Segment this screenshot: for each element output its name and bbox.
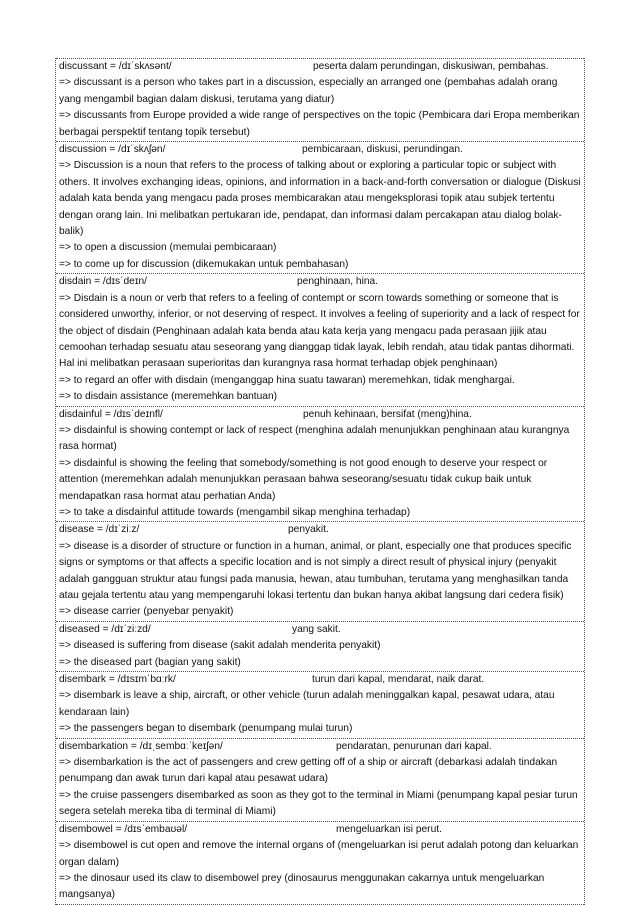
definition-line: => disembark is leave a ship, aircraft, or other vehicle (turun adalah meninggalkan kapal, pesawat udara, atau kendaraan lain) (59, 690, 555, 718)
translation: pembicaraan, diskusi, perundingan. (302, 144, 463, 156)
translation: pendaratan, penurunan dari kapal. (336, 740, 492, 752)
translation: penghinaan, hina. (297, 276, 379, 288)
example-line: => the cruise passengers disembarked as soon as they got to the terminal in Miami (penumpang kapal pesiar turun segera setelah mereka tiba di terminal di Miami) (59, 789, 578, 818)
entry-head: diseased = /dɪˈziːzd/ yang sakit. (59, 622, 582, 638)
entry-head: disembarkation = /dɪˌsembɑːˈkeɪʃən/ pendaratan, penurunan dari kapal. (59, 739, 582, 755)
entry-head: disembark = /dɪsɪmˈbɑːrk/ turun dari kapal, mendarat, naik darat. (59, 672, 582, 688)
example-line: => disease carrier (penyebar penyakit) (59, 606, 234, 618)
entry-head: disdain = /dɪsˈdeɪn/ penghinaan, hina. (59, 274, 582, 290)
entry-disdain (56, 273, 584, 405)
definition-line: => Disdain is a noun or verb that refers to a feeling of contempt or scorn towards something or someone that is considered unworthy, inferior, or not deserving of respect. It involves a feeling of superiority and a lack of respect for the object of disdain (Penghinaan adalah kata benda atau kata kerja yang mengacu pada perasaan jijik atau cemoohan terhadap sesuatu atau seseorang yang dianggap tidak layak, lebih rendah, atau tidak pantas dihormati. Hal ini melibatkan perasaan superioritas dan kurangnya rasa hormat terhadap objek penghinaan) (59, 292, 580, 370)
entry-disembarkation (56, 738, 584, 821)
definition-line: => disdainful is showing contempt or lack of respect (menghina adalah menunjukkan penghinaan atau kurangnya rasa hormat) (59, 424, 570, 453)
example-line: => to take a disdainful attitude towards (mengambil sikap menghina terhadap) (59, 506, 411, 518)
translation: yang sakit. (292, 623, 341, 635)
translation: mengeluarkan isi perut. (336, 823, 442, 835)
example-line: => the diseased part (bagian yang sakit) (59, 656, 241, 668)
example-line: => discussants from Europe provided a wide range of perspectives on the topic (Pembicara dari Eropa memberikan berbagai perspektif tentang topik tersebut) (59, 110, 580, 138)
entry-discussant (56, 58, 584, 141)
translation: turun dari kapal, mendarat, naik darat. (312, 674, 485, 686)
definition-line: => discussant is a person who takes part in a discussion, especially an arranged one (pembahas adalah orang yang mengambil bagian dalam diskusi, terutama yang diatur) (59, 77, 558, 105)
definition-line: => Discussion is a noun that refers to the process of talking about or exploring a particular topic or subject with others. It involves exchanging ideas, opinions, and information in a back-and-forth conversation or dialogue (Diskusi adalah kata benda yang mengacu pada proses membicarakan atau mengeksplorasi topik atau subjek tertentu dengan orang lain. Ini melibatkan pertukaran ide, pendapat, dan informasi dalam percakapan atau dialog bolak-balik) (59, 160, 581, 238)
entry-head: disembowel = /dɪsˈembaʊəl/ mengeluarkan isi perut. (59, 822, 582, 838)
example-line: => the dinosaur used its claw to disembowel prey (dinosaurus menggunakan cakarnya untuk mengeluarkan mangsanya) (59, 872, 545, 901)
entry-head: discussion = /dɪˈskʌʃən/ pembicaraan, diskusi, perundingan. (59, 142, 582, 158)
entry-disease (56, 521, 584, 620)
entry-discussion (56, 141, 584, 273)
example-line: => the passengers began to disembark (penumpang mulai turun) (59, 723, 353, 735)
example-line: => to come up for discussion (dikemukakan untuk pembahasan) (59, 258, 349, 270)
definition-line: => disease is a disorder of structure or function in a human, animal, or plant, especially one that produces specific signs or symptoms or that affects a specific location and is not simply a direct result of physical injury (penyakit adalah gangguan struktur atau fungsi pada manusia, hewan, atau tumbuhan, terutama yang menghasilkan tanda atau gejala tertentu atau yang mempengaruhi lokasi tertentu dan bukan hanya akibat langsung dari cedera fisik) (59, 540, 572, 601)
definition-line: => diseased is suffering from disease (sakit adalah menderita penyakit) (59, 640, 381, 652)
example-line: => to regard an offer with disdain (menganggap hina suatu tawaran) meremehkan, tidak menghargai. (59, 374, 515, 386)
entry-head: discussant = /dɪˈskʌsənt/ peserta dalam perundingan, diskusiwan, pembahas. (59, 59, 582, 75)
entry-head: disdainful = /dɪsˈdeɪnfl/ penuh kehinaan, bersifat (meng)hina. (59, 407, 582, 423)
definition-line: => disdainful is showing the feeling that somebody/something is not good enough to deserve your respect or attention (meremehkan adalah menunjukkan perasaan bahwa seseorang/sesuatu tidak cukup baik untuk mendapatkan rasa hormat atau perhatian Anda) (59, 457, 548, 502)
entry-head: disease = /dɪˈziːz/ penyakit. (59, 522, 582, 538)
entry-disembark (56, 671, 584, 738)
definition-line: => disembowel is cut open and remove the internal organs of (mengeluarkan isi perut adalah potong dan keluarkan organ dalam) (59, 840, 579, 868)
definition-line: => disembarkation is the act of passengers and crew getting off of a ship or aircraft (debarkasi adalah tindakan penumpang dan awak turun dari kapal atau pesawat udara) (59, 757, 558, 785)
translation: peserta dalam perundingan, diskusiwan, pembahas. (313, 61, 549, 72)
entry-disdainful (56, 406, 584, 522)
translation: penuh kehinaan, bersifat (meng)hina. (303, 408, 472, 420)
example-line: => to disdain assistance (meremehkan bantuan) (59, 391, 278, 403)
translation: penyakit. (288, 524, 329, 536)
dictionary-page (55, 58, 585, 905)
example-line: => to open a discussion (memulai pembicaraan) (59, 242, 277, 254)
entry-diseased (56, 621, 584, 671)
entry-disembowel (56, 821, 584, 905)
